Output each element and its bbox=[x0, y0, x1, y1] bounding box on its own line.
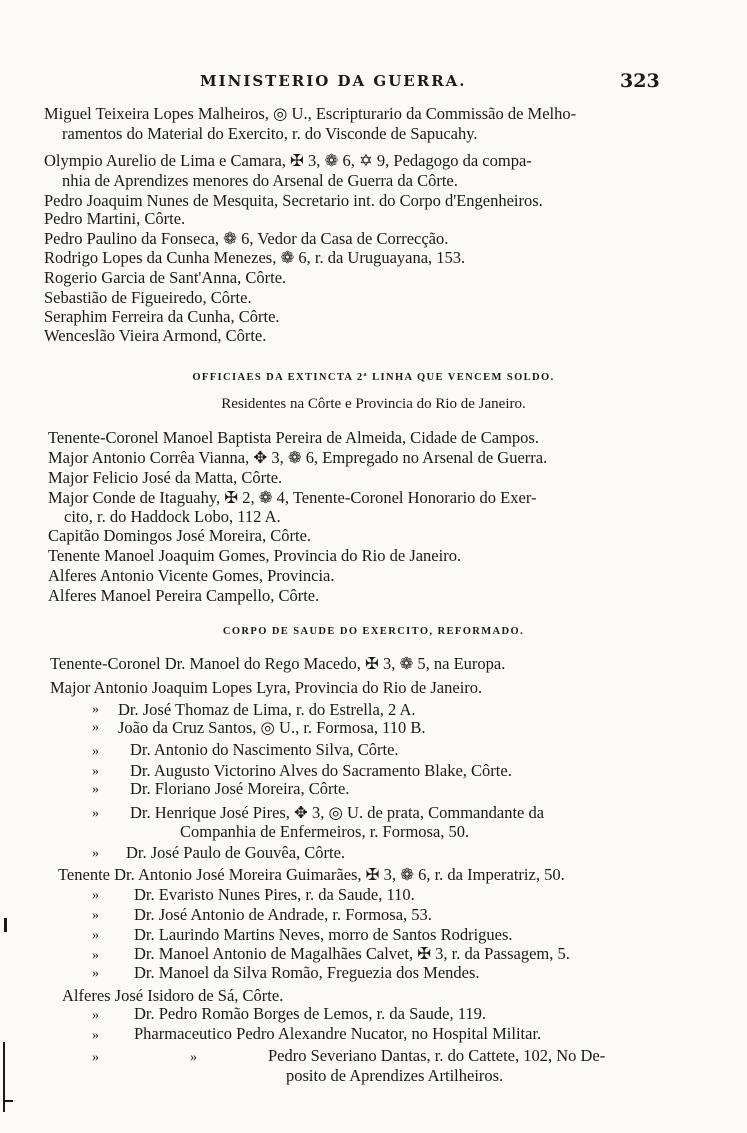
entry-line: Tenente-Coronel Manoel Baptista Pereira de Almeida, Cidade de Campos. bbox=[48, 428, 539, 447]
ditto-mark: » bbox=[92, 966, 99, 981]
ditto-mark: » bbox=[92, 1028, 99, 1043]
entry-line: Pedro Severiano Dantas, r. do Cattete, 102, No De- bbox=[268, 1046, 606, 1065]
entry-line: Companhia de Enfermeiros, r. Formosa, 50. bbox=[180, 822, 470, 841]
entry-line: Major Antonio Joaquim Lopes Lyra, Provincia do Rio de Janeiro. bbox=[50, 678, 483, 697]
entry-line: Dr. Augusto Victorino Alves do Sacramento Blake, Côrte. bbox=[130, 761, 512, 780]
ditto-mark: » bbox=[92, 764, 99, 779]
entry-line: João da Cruz Santos, ◎ U., r. Formosa, 110 B. bbox=[118, 718, 426, 737]
ditto-mark: » bbox=[92, 782, 99, 797]
entry-line: Capitão Domingos José Moreira, Côrte. bbox=[48, 526, 312, 545]
entry-line: Pedro Joaquim Nunes de Mesquita, Secretario int. do Corpo d'Engenheiros. bbox=[44, 191, 543, 210]
entry-line: Dr. Manoel Antonio de Magalhães Calvet, ✠ 3, r. da Passagem, 5. bbox=[134, 944, 570, 963]
ditto-mark: » bbox=[92, 1050, 99, 1065]
ditto-mark: » bbox=[92, 806, 99, 821]
ditto-mark: » bbox=[92, 744, 99, 759]
entry-line: ramentos do Material do Exercito, r. do Visconde de Sapucahy. bbox=[62, 124, 478, 143]
section-heading: CORPO DE SAUDE DO EXERCITO, REFORMADO. bbox=[222, 626, 525, 637]
entry-line: Dr. José Thomaz de Lima, r. do Estrella, 2 A. bbox=[118, 700, 416, 719]
entry-line: posito de Aprendizes Artilheiros. bbox=[286, 1066, 504, 1085]
entry-line: Dr. Henrique José Pires, ✥ 3, ◎ U. de prata, Commandante da bbox=[130, 803, 545, 822]
ditto-mark: » bbox=[92, 928, 99, 943]
section-subheading: Residentes na Côrte e Provincia do Rio de Janeiro. bbox=[221, 396, 526, 412]
entry-line: Pharmaceutico Pedro Alexandre Nucator, no Hospital Militar. bbox=[134, 1024, 542, 1043]
entry-line: Seraphim Ferreira da Cunha, Côrte. bbox=[44, 307, 280, 326]
ditto-mark: » bbox=[92, 702, 99, 717]
entry-line: Wenceslão Vieira Armond, Côrte. bbox=[44, 326, 267, 345]
entry-line: Tenente Manoel Joaquim Gomes, Provincia do Rio de Janeiro. bbox=[48, 546, 462, 565]
ditto-mark: » bbox=[190, 1050, 197, 1065]
entry-line: nhia de Aprendizes menores do Arsenal de Guerra da Côrte. bbox=[62, 171, 458, 190]
ditto-mark: » bbox=[92, 1008, 99, 1023]
entry-line: Alferes Antonio Vicente Gomes, Provincia. bbox=[48, 566, 335, 585]
entry-line: Dr. José Paulo de Gouvêa, Côrte. bbox=[126, 843, 346, 862]
entry-line: Alferes José Isidoro de Sá, Côrte. bbox=[62, 986, 284, 1005]
entry-line: Major Conde de Itaguahy, ✠ 2, ❁ 4, Tenente-Coronel Honorario do Exer- bbox=[48, 488, 537, 507]
page-number: 323 bbox=[620, 70, 660, 92]
page-header bbox=[0, 72, 747, 96]
entry-line: Tenente-Coronel Dr. Manoel do Rego Macedo, ✠ 3, ❁ 5, na Europa. bbox=[50, 654, 506, 673]
entry-line: Olympio Aurelio de Lima e Camara, ✠ 3, ❁ 6, ✡ 9, Pedagogo da compa- bbox=[44, 151, 532, 170]
entry-line: Major Felicio José da Matta, Côrte. bbox=[48, 468, 283, 487]
ditto-mark: » bbox=[92, 888, 99, 903]
section-heading: OFFICIAES DA EXTINCTA 2ª LINHA QUE VENCEM SOLDO. bbox=[192, 372, 555, 383]
running-title: MINISTERIO DA GUERRA. bbox=[200, 72, 467, 90]
entry-line: Dr. Floriano José Moreira, Côrte. bbox=[130, 779, 350, 798]
entry-line: Alferes Manoel Pereira Campello, Côrte. bbox=[48, 586, 320, 605]
entry-line: Dr. Antonio do Nascimento Silva, Côrte. bbox=[130, 740, 399, 759]
entry-line: Pedro Paulino da Fonseca, ❁ 6, Vedor da Casa de Correcção. bbox=[44, 229, 449, 248]
entry-line: Tenente Dr. Antonio José Moreira Guimarães, ✠ 3, ❁ 6, r. da Imperatriz, 50. bbox=[58, 865, 565, 884]
ditto-mark: » bbox=[92, 948, 99, 963]
entry-line: Rodrigo Lopes da Cunha Menezes, ❁ 6, r. da Uruguayana, 153. bbox=[44, 248, 466, 267]
entry-line: Major Antonio Corrêa Vianna, ✥ 3, ❁ 6, Empregado no Arsenal de Guerra. bbox=[48, 448, 548, 467]
ditto-mark: » bbox=[92, 908, 99, 923]
entry-line: Dr. José Antonio de Andrade, r. Formosa, 53. bbox=[134, 905, 432, 924]
entry-line: Dr. Evaristo Nunes Pires, r. da Saude, 110. bbox=[134, 885, 415, 904]
entry-line: Rogerio Garcia de Sant'Anna, Côrte. bbox=[44, 268, 287, 287]
entry-line: cito, r. do Haddock Lobo, 112 A. bbox=[64, 507, 281, 526]
entry-line: Sebastião de Figueiredo, Côrte. bbox=[44, 288, 252, 307]
entry-line: Pedro Martini, Côrte. bbox=[44, 209, 186, 228]
ditto-mark: » bbox=[92, 720, 99, 735]
ditto-mark: » bbox=[92, 846, 99, 861]
entry-line: Dr. Laurindo Martins Neves, morro de Santos Rodrigues. bbox=[134, 925, 513, 944]
scan-mark bbox=[4, 918, 7, 932]
entry-line: Miguel Teixeira Lopes Malheiros, ◎ U., Escripturario da Commissão de Melho- bbox=[44, 104, 577, 123]
entry-line: Dr. Manoel da Silva Romão, Freguezia dos Mendes. bbox=[134, 963, 480, 982]
entry-line: Dr. Pedro Romão Borges de Lemos, r. da Saude, 119. bbox=[134, 1004, 486, 1023]
scan-mark bbox=[3, 1100, 13, 1102]
